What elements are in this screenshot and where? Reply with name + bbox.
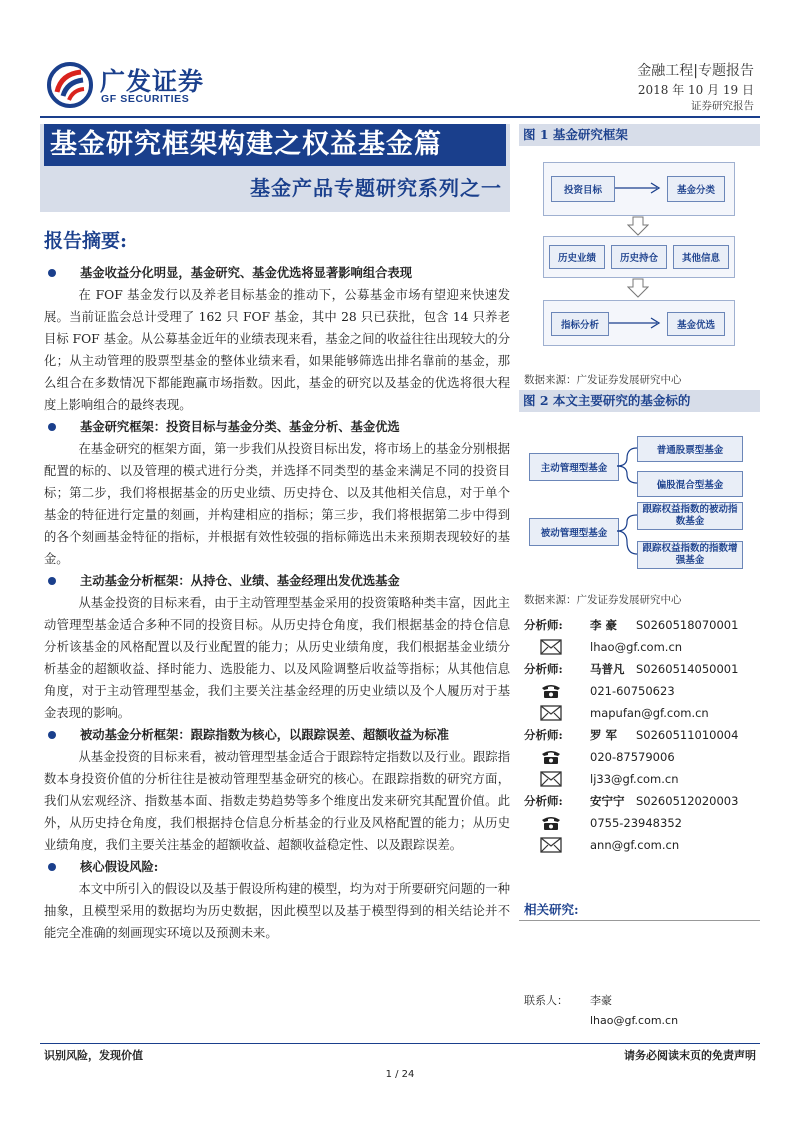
analyst-id: S0260512020003 [636,794,739,808]
section-paragraph: 从基金投资的目标来看，由于主动管理型基金采用的投资策略种类丰富，因此主动管理型基金适合多种不同的投资目标。从历史持仓角度，我们根据基金的持仓信息分析该基金的风格配置以及行业配置的能力；从历史业绩角度，我们根据基金业绩分析基金的超额收益、择时能力、选股能力、以及风险调整后收益等指标；从其他信息角度，对于主动管理型基金，我们主要关注基金经理的历史业绩以及个人履历对于基金表现的影响。 [44,596,510,720]
analyst-email[interactable]: lhao@gf.com.cn [590,640,683,654]
phone-icon [540,749,562,765]
page-subtitle: 基金产品专题研究系列之一 [250,176,502,200]
down-arrow-icon [627,216,649,236]
fig2-box: 偏股混合型基金 [637,471,743,497]
analyst-email-row [524,768,760,790]
contact-email[interactable]: lhao@gf.com.cn [590,1014,679,1027]
analyst-id: S0260518070001 [636,618,739,632]
analyst-email-row [524,834,760,856]
related-heading: 相关研究: [524,902,579,917]
fig1-box: 历史业绩 [549,245,605,269]
right-arrow-icon [615,180,665,196]
contact-name: 李豪 [590,994,612,1007]
page-title: 基金研究框架构建之权益基金篇 [44,124,506,166]
section-paragraph: 从基金投资的目标来看，被动管理型基金适合于跟踪特定指数以及行业。跟踪指数本身投资价值的分析往往是被动管理型基金研究的核心。在跟踪指数的研究方面，我们从宏观经济、指数基本面、指数走势趋势等多个维度出发来研究其配置价值。此外，从历史持仓角度，我们根据持仓信息分析基金的行业及风格配置的能力；从历史业绩角度，我们主要关注基金的超额收益、超额收益稳定性、以及跟踪误差。 [44,750,510,852]
report-type: 证券研究报告 [691,100,754,112]
figure1-source: 数据来源：广发证券发展研究中心 [524,374,682,386]
footer-slogan: 识别风险，发现价值 [44,1049,143,1062]
down-arrow-icon [627,278,649,298]
fig1-box: 指标分析 [551,312,609,336]
right-arrow-icon [609,315,665,331]
section-bullet: 基金研究框架：投资目标与基金分类、基金分析、基金优选 [44,416,510,438]
bullet-icon [48,731,56,739]
analyst-id: S0260514050001 [636,662,739,676]
fig1-box: 基金优选 [667,312,725,336]
analyst-email[interactable]: ann@gf.com.cn [590,838,680,852]
bullet-icon [48,863,56,871]
figure2-title: 图 2 本文主要研究的基金标的 [519,390,760,412]
analyst-id: S0260511010004 [636,728,739,742]
figure2-diagram [519,416,760,586]
section-paragraph: 本文中所引入的假设以及基于假设所构建的模型，均为对于所要研究问题的一种抽象，且模型采用的数据均为历史数据，因此模型以及基于模型得到的相关结论并不能完全准确的刻画现实环境以及预测未来。 [44,882,510,940]
phone-icon [540,815,562,831]
fig2-box: 普通股票型基金 [637,436,743,462]
footer-divider [40,1043,760,1044]
analyst-name: 安宁宁 [590,794,625,808]
analyst-name: 罗 军 [590,728,618,742]
tree-connector-icon [617,436,639,576]
fig1-box: 历史持仓 [611,245,667,269]
fig2-box: 跟踪权益指数的被动指数基金 [637,502,743,530]
analyst-list [524,614,760,856]
figure1-title: 图 1 基金研究框架 [519,124,760,146]
logo-text-en: GF SECURITIES [101,93,190,105]
analyst-row: 分析师: 罗 军 S0260511010004 [524,724,760,746]
contact-label: 联系人： [524,994,568,1007]
gf-logo-icon [47,62,93,108]
fig2-box: 被动管理型基金 [529,518,619,546]
abstract-body [44,262,510,944]
analyst-row: 分析师: 安宁宁 S0260512020003 [524,790,760,812]
bullet-icon [48,269,56,277]
analyst-row: 分析师: 马普凡 S0260514050001 [524,658,760,680]
abstract-heading: 报告摘要: [44,230,128,252]
email-icon [540,837,562,853]
fig1-box: 其他信息 [673,245,729,269]
logo-text-cn: 广发证券 [100,67,205,96]
analyst-name: 李 豪 [590,618,618,632]
analyst-phone: 020-87579006 [590,750,675,764]
analyst-phone-row [524,812,760,834]
email-icon [540,771,562,787]
footer-disclaimer: 请务必阅读末页的免责声明 [624,1049,756,1062]
figure2-source: 数据来源：广发证券发展研究中心 [524,594,682,606]
report-category: 金融工程|专题报告 [637,63,754,79]
analyst-phone-row [524,746,760,768]
analyst-name: 马普凡 [590,662,625,676]
header-divider [40,116,760,118]
analyst-phone-row [524,680,760,702]
related-divider [519,920,760,921]
email-icon [540,705,562,721]
email-icon [540,639,562,655]
section-bullet: 基金收益分化明显，基金研究、基金优选将显著影响组合表现 [44,262,510,284]
report-date: 2018 年 10 月 19 日 [637,83,754,97]
analyst-email-row [524,636,760,658]
section-bullet: 核心假设风险: [44,856,510,878]
analyst-phone: 0755-23948352 [590,816,682,830]
bullet-icon [48,423,56,431]
phone-icon [540,683,562,699]
page-number: 1 / 24 [385,1069,415,1080]
analyst-email-row [524,702,760,724]
section-paragraph: 在基金研究的框架方面，第一步我们从投资目标出发，将市场上的基金分别根据配置的标的、以及管理的模式进行分类，并选择不同类型的基金来满足不同的投资目标；第二步，我们将根据基金的历史业绩、历史持仓、以及其他相关信息，对于单个基金的特征进行定量的刻画，并构建相应的指标；第三步，我们将根据第二步中得到的各个刻画基金特征的指标，并根据有效性较强的指标筛选出未来预期表现较好的基金。 [44,442,510,566]
fig1-box: 投资目标 [551,176,615,202]
section-bullet: 被动基金分析框架：跟踪指数为核心，以跟踪误差、超额收益为标准 [44,724,510,746]
analyst-email[interactable]: lj33@gf.com.cn [590,772,679,786]
analyst-email[interactable]: mapufan@gf.com.cn [590,706,709,720]
section-paragraph: 在 FOF 基金发行以及养老目标基金的推动下，公募基金市场有望迎来快速发展。当前证监会总计受理了 162 只 FOF 基金，其中 28 只已获批，包含 14 只养老目标 FOF 基金。从公募基金近年的业绩表现来看，基金之间的收益往往出现较大的分化；从主动管理的股票型基金的整体业绩来看，如果能够筛选出排名靠前的基金，那么组合在多数情况下都能跑赢市场指数。因此，基金的研究以及基金的优选将很大程度上影响组合的最终表现。 [44,288,510,412]
analyst-row: 分析师: 李 豪 S0260518070001 [524,614,760,636]
bullet-icon [48,577,56,585]
fig1-box: 基金分类 [667,176,725,202]
fig2-box: 跟踪权益指数的指数增强基金 [637,541,743,569]
section-bullet: 主动基金分析框架：从持仓、业绩、基金经理出发优选基金 [44,570,510,592]
figure1-diagram [519,150,760,360]
analyst-phone: 021-60750623 [590,684,675,698]
fig2-box: 主动管理型基金 [529,453,619,481]
